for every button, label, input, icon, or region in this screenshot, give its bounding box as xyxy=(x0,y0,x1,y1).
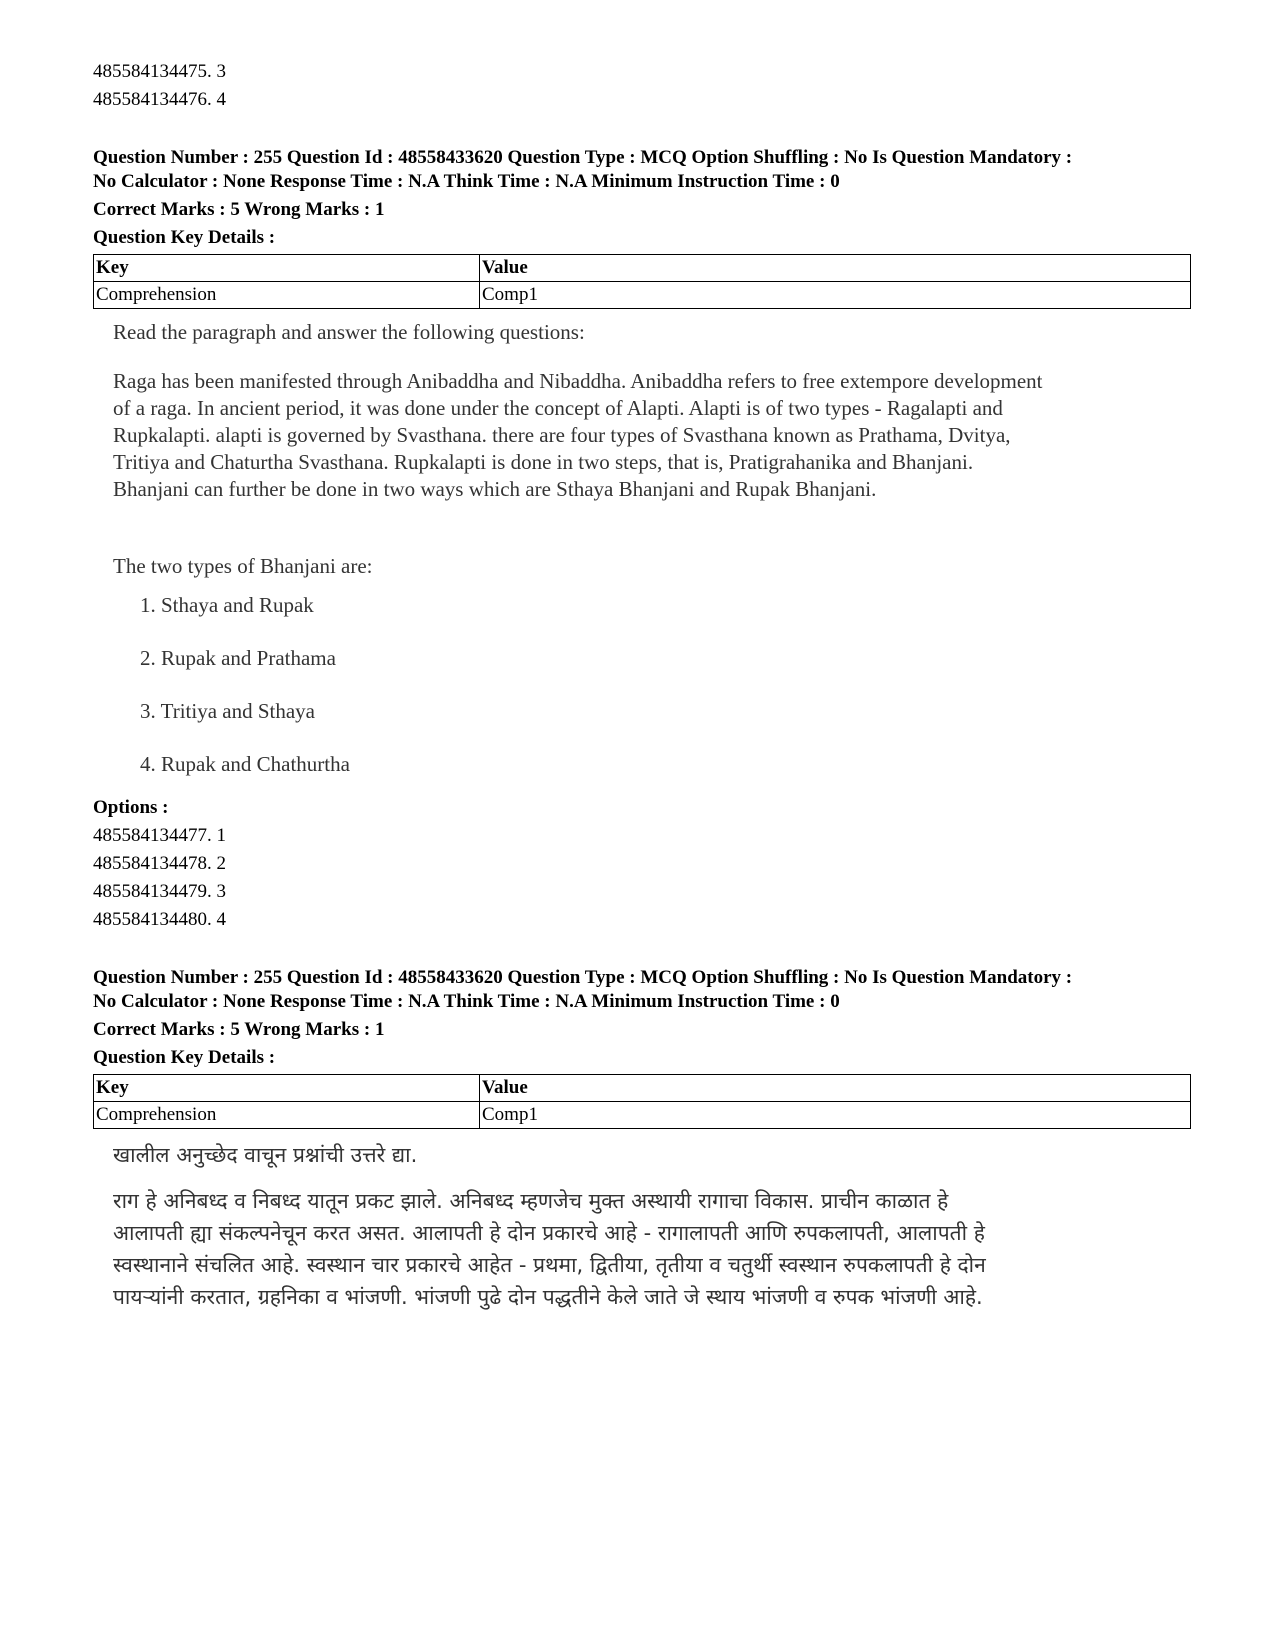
options-section xyxy=(93,794,1191,934)
option-line: 485584134477. 1 xyxy=(93,825,226,846)
previous-question-options xyxy=(93,58,1191,114)
question-meta-line: No Calculator : None Response Time : N.A Think Time : N.A Minimum Instruction Time : 0 xyxy=(93,171,840,192)
table-header-row xyxy=(94,1075,1191,1102)
answer-choice: 4. Rupak and Chathurtha xyxy=(140,752,350,776)
instruction-text: Read the paragraph and answer the following questions: xyxy=(113,320,585,344)
answer-choices xyxy=(113,592,1191,778)
table-row xyxy=(94,1102,1191,1129)
question-meta-line: Question Number : 255 Question Id : 48558433620 Question Type : MCQ Option Shuffling : No Is Question Mandatory : xyxy=(93,967,1073,988)
comprehension-paragraph xyxy=(113,1185,1191,1313)
table-header-key: Key xyxy=(94,1075,480,1102)
marks-line: Correct Marks : 5 Wrong Marks : 1 xyxy=(93,199,385,220)
table-row xyxy=(94,282,1191,309)
marks-line: Correct Marks : 5 Wrong Marks : 1 xyxy=(93,1019,385,1040)
question-meta-line: Question Number : 255 Question Id : 48558433620 Question Type : MCQ Option Shuffling : No Is Question Mandatory : xyxy=(93,147,1073,168)
answer-choice: 1. Sthaya and Rupak xyxy=(140,593,314,617)
answer-choice: 2. Rupak and Prathama xyxy=(140,646,336,670)
paragraph-line: Bhanjani can further be done in two ways which are Sthaya Bhanjani and Rupak Bhanjani. xyxy=(113,477,877,501)
paragraph-line: of a raga. In ancient period, it was done under the concept of Alapti. Alapti is of two types - Ragalapti and xyxy=(113,396,1003,420)
question-stem: The two types of Bhanjani are: xyxy=(113,554,373,578)
paragraph-line: आलापती ह्या संकल्पनेचून करत असत. आलापती हे दोन प्रकारचे आहे - रागालापती आणि रुपकलापती, आलापती हे xyxy=(113,1221,985,1245)
table-cell-value: Comp1 xyxy=(480,1102,1191,1129)
paragraph-line: राग हे अनिबध्द व निबध्द यातून प्रकट झाले. अनिबध्द म्हणजेच मुक्त अस्थायी रागाचा विकास. प्राचीन काळात हे xyxy=(113,1189,949,1213)
answer-choice: 3. Tritiya and Sthaya xyxy=(140,699,316,723)
table-cell-key: Comprehension xyxy=(94,282,480,309)
options-label: Options : xyxy=(93,797,169,818)
paragraph-line: पायऱ्यांनी करतात, ग्रहनिका व भांजणी. भांजणी पुढे दोन पद्धतीने केले जाते जे स्थाय भांजणी व रुपक भांजणी आहे. xyxy=(113,1285,983,1309)
instruction-text: खालील अनुच्छेद वाचून प्रश्नांची उत्तरे द्या. xyxy=(113,1143,418,1167)
table-header-value: Value xyxy=(480,1075,1191,1102)
option-line: 485584134475. 3 xyxy=(93,61,226,82)
table-cell-value: Comp1 xyxy=(480,282,1191,309)
option-line: 485584134480. 4 xyxy=(93,909,226,930)
option-line: 485584134478. 2 xyxy=(93,853,226,874)
question-content-image-marathi xyxy=(113,1139,1191,1313)
paragraph-line: स्वस्थानाने संचलित आहे. स्वस्थान चार प्रकारचे आहेत - प्रथमा, द्वितीया, तृतीया व चतुर्थी स्वस्थान रुपकलापती हे दोन xyxy=(113,1253,986,1277)
key-details-table xyxy=(93,1074,1191,1129)
paragraph-line: Rupkalapti. alapti is governed by Svasthana. there are four types of Svasthana known as Prathama, Dvitya, xyxy=(113,423,1011,447)
table-header-row xyxy=(94,255,1191,282)
paragraph-line: Raga has been manifested through Anibaddha and Nibaddha. Anibaddha refers to free extempore development xyxy=(113,369,1043,393)
question-content-image xyxy=(113,319,1191,778)
key-details-table xyxy=(93,254,1191,309)
question-paper-page xyxy=(93,58,1191,1313)
paragraph-line: Tritiya and Chaturtha Svasthana. Rupkalapti is done in two steps, that is, Pratigrahanika and Bhanjani. xyxy=(113,450,974,474)
comprehension-paragraph xyxy=(113,368,1191,503)
table-cell-key: Comprehension xyxy=(94,1102,480,1129)
key-details-label: Question Key Details : xyxy=(93,1047,276,1068)
option-line: 485584134479. 3 xyxy=(93,881,226,902)
question-block-1 xyxy=(93,146,1191,934)
table-header-value: Value xyxy=(480,255,1191,282)
key-details-label: Question Key Details : xyxy=(93,227,276,248)
table-header-key: Key xyxy=(94,255,480,282)
option-line: 485584134476. 4 xyxy=(93,89,226,110)
question-block-2 xyxy=(93,966,1191,1313)
question-meta-line: No Calculator : None Response Time : N.A Think Time : N.A Minimum Instruction Time : 0 xyxy=(93,991,840,1012)
